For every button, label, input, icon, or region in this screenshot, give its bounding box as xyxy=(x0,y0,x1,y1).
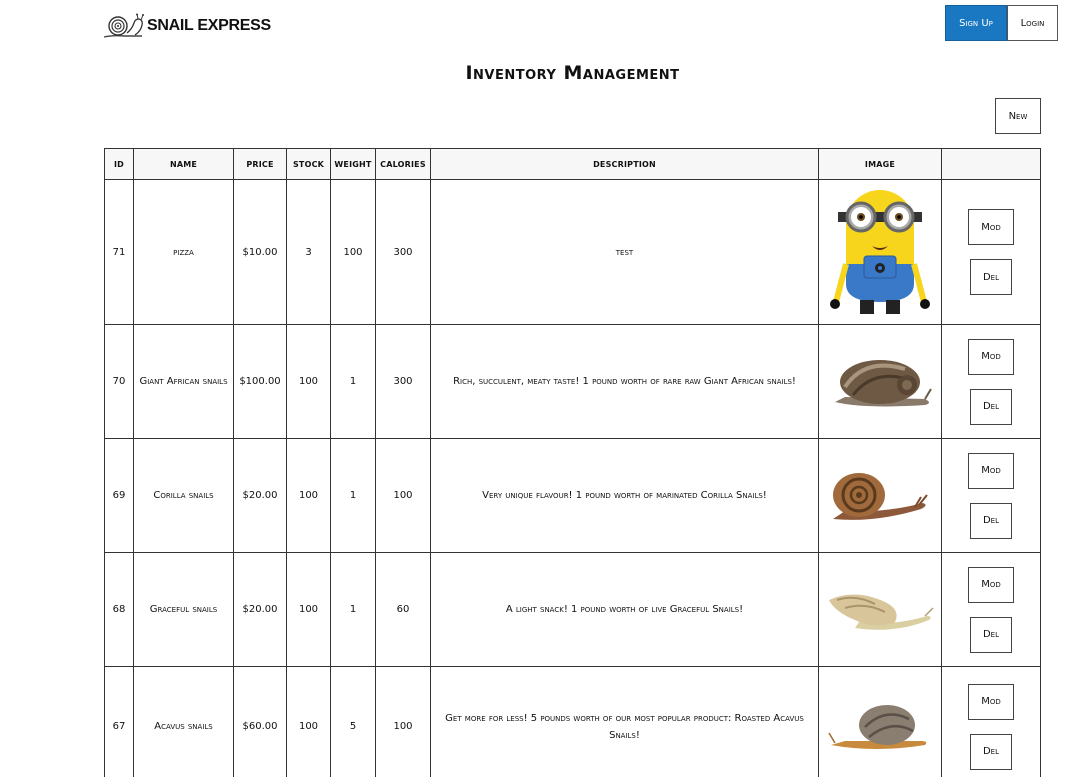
cell-weight: 100 xyxy=(331,180,376,325)
cell-image xyxy=(819,667,942,777)
cell-description: Get more for less! 5 pounds worth of our most popular product: Roasted Acavus Snails! xyxy=(431,667,819,777)
column-header-weight: WEIGHT xyxy=(331,149,376,180)
delete-button[interactable]: Del xyxy=(970,734,1012,770)
auth-buttons xyxy=(945,5,1058,41)
cell-stock: 100 xyxy=(287,553,331,667)
cell-actions xyxy=(942,439,1041,553)
acavus-snail-image xyxy=(825,697,935,757)
column-header-name: NAME xyxy=(134,149,234,180)
cell-price: $20.00 xyxy=(234,439,287,553)
cell-description: Very unique flavour! 1 pound worth of marinated Corilla Snails! xyxy=(431,439,819,553)
cell-calories: 300 xyxy=(376,180,431,325)
cell-stock: 100 xyxy=(287,667,331,777)
column-header-image: IMAGE xyxy=(819,149,942,180)
delete-button[interactable]: Del xyxy=(970,259,1012,295)
column-header-calories: CALORIES xyxy=(376,149,431,180)
cell-description: test xyxy=(431,180,819,325)
brand-logo[interactable] xyxy=(102,12,271,40)
cell-actions xyxy=(942,180,1041,325)
table-row xyxy=(105,439,1041,553)
cell-name: Graceful snails xyxy=(134,553,234,667)
cell-price: $60.00 xyxy=(234,667,287,777)
cell-price: $100.00 xyxy=(234,325,287,439)
cell-name: Acavus snails xyxy=(134,667,234,777)
column-header-id: ID xyxy=(105,149,134,180)
login-button[interactable]: Login xyxy=(1007,5,1058,41)
delete-button[interactable]: Del xyxy=(970,503,1012,539)
modify-button[interactable]: Mod xyxy=(968,567,1014,603)
cell-calories: 60 xyxy=(376,553,431,667)
cell-image xyxy=(819,553,942,667)
cell-description: A light snack! 1 pound worth of live Graceful Snails! xyxy=(431,553,819,667)
table-row xyxy=(105,180,1041,325)
cell-weight: 5 xyxy=(331,667,376,777)
cell-name: Corilla snails xyxy=(134,439,234,553)
graceful-snail-image xyxy=(825,580,935,640)
cell-calories: 100 xyxy=(376,667,431,777)
modify-button[interactable]: Mod xyxy=(968,209,1014,245)
new-item-button[interactable]: New xyxy=(995,98,1041,134)
cell-actions xyxy=(942,325,1041,439)
cell-stock: 3 xyxy=(287,180,331,325)
page-title: Inventory Management xyxy=(465,62,680,84)
table-row xyxy=(105,667,1041,777)
cell-id: 67 xyxy=(105,667,134,777)
cell-weight: 1 xyxy=(331,553,376,667)
modify-button[interactable]: Mod xyxy=(968,339,1014,375)
cell-name: pizza xyxy=(134,180,234,325)
column-header-stock: STOCK xyxy=(287,149,331,180)
modify-button[interactable]: Mod xyxy=(968,453,1014,489)
cell-weight: 1 xyxy=(331,325,376,439)
cell-description: Rich, succulent, meaty taste! 1 pound worth of rare raw Giant African snails! xyxy=(431,325,819,439)
minion-image xyxy=(824,184,936,320)
cell-weight: 1 xyxy=(331,439,376,553)
cell-price: $10.00 xyxy=(234,180,287,325)
column-header-description: DESCRIPTION xyxy=(431,149,819,180)
top-bar xyxy=(0,0,1075,50)
cell-stock: 100 xyxy=(287,325,331,439)
column-header-price: PRICE xyxy=(234,149,287,180)
delete-button[interactable]: Del xyxy=(970,617,1012,653)
cell-image xyxy=(819,439,942,553)
cell-id: 71 xyxy=(105,180,134,325)
cell-image xyxy=(819,180,942,325)
table-header-row xyxy=(105,149,1041,180)
cell-price: $20.00 xyxy=(234,553,287,667)
giant-african-snail-image xyxy=(825,347,935,417)
cell-id: 68 xyxy=(105,553,134,667)
table-row xyxy=(105,553,1041,667)
modify-button[interactable]: Mod xyxy=(968,684,1014,720)
snail-logo-icon xyxy=(102,13,146,39)
corilla-snail-image xyxy=(825,461,935,531)
cell-actions xyxy=(942,667,1041,777)
cell-calories: 300 xyxy=(376,325,431,439)
cell-id: 69 xyxy=(105,439,134,553)
delete-button[interactable]: Del xyxy=(970,389,1012,425)
sign-up-button[interactable]: Sign Up xyxy=(945,5,1007,41)
cell-id: 70 xyxy=(105,325,134,439)
inventory-table xyxy=(104,148,1041,777)
cell-image xyxy=(819,325,942,439)
cell-actions xyxy=(942,553,1041,667)
column-header-actions xyxy=(942,149,1041,180)
brand-name: SNAIL EXPRESS xyxy=(147,17,271,34)
cell-name: Giant African snails xyxy=(134,325,234,439)
cell-calories: 100 xyxy=(376,439,431,553)
cell-stock: 100 xyxy=(287,439,331,553)
table-row xyxy=(105,325,1041,439)
